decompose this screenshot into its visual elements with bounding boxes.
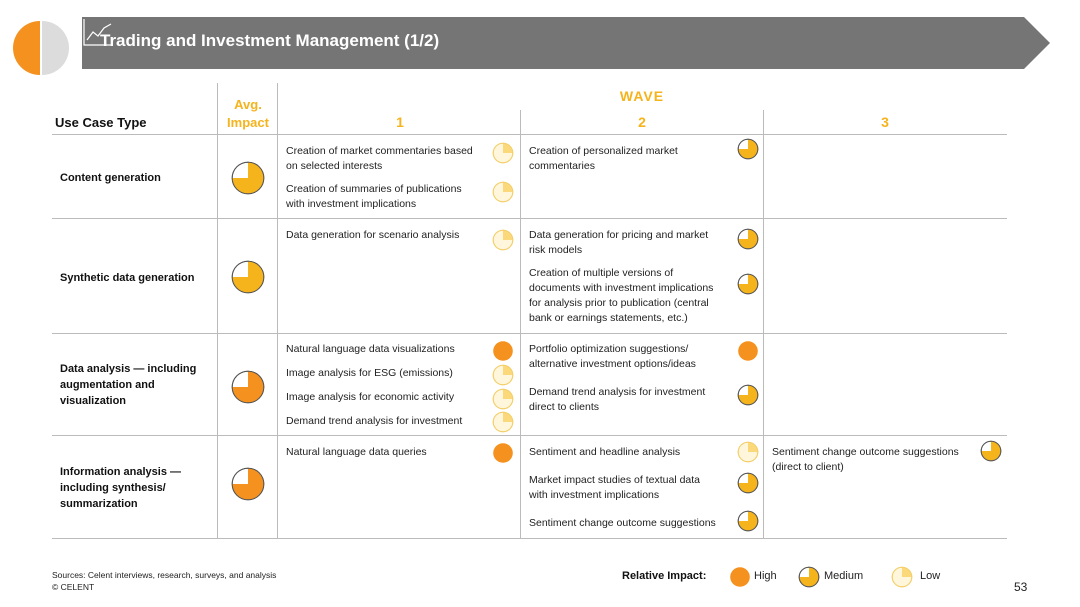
sources-note [52,569,276,593]
use-case-item [529,144,678,174]
item-text-line: (direct to client) [772,461,844,473]
impact-icon [737,384,759,406]
impact-icon [492,388,514,410]
grid-line [52,435,1007,436]
grid-line [763,110,764,538]
impact-icon [737,510,759,532]
row-label-line: including synthesis/ [60,482,166,494]
legend-high-icon [729,566,751,588]
impact-icon [492,411,514,433]
impact-icon [737,273,759,295]
use-case-item [286,182,462,212]
use-case-item [286,445,427,460]
use-case-item [529,266,713,326]
page-number: 53 [1014,580,1028,594]
item-text-line: Sentiment change outcome suggestions [529,517,716,529]
row-label-line: Information analysis — [60,466,182,478]
use-case-item [286,228,459,243]
item-text-line: on selected interests [286,160,383,172]
row-label-line: Synthetic data generation [60,272,195,284]
item-text-line: Sentiment and headline analysis [529,446,681,458]
grid-line [52,218,1007,219]
item-text-line: Image analysis for ESG (emissions) [286,367,453,379]
row-label-information-analysis [60,464,215,512]
item-text-line: Image analysis for economic activity [286,391,455,403]
grid-line [52,333,1007,334]
sources-text: Sources: Celent interviews, research, surveys, and analysis [52,570,277,580]
item-text-line: commentaries [529,160,595,172]
use-case-type-header: Use Case Type [55,115,147,130]
item-text-line: documents with investment implications [529,282,714,294]
avg-impact-pie-synthetic-data [231,260,265,294]
item-text-line: Creation of multiple versions of [529,267,674,279]
grid-line [52,538,1007,539]
item-text-line: Demand trend analysis for investment [286,415,463,427]
use-case-item [286,414,462,429]
item-text-line: Demand trend analysis for investment [529,386,706,398]
item-text-line: Portfolio optimization suggestions/ [529,343,689,355]
item-text-line: Data generation for scenario analysis [286,229,460,241]
item-text-line: Natural language data visualizations [286,343,455,355]
celent-logo [10,17,70,79]
item-text-line: with investment implications [529,489,660,501]
use-case-item [529,516,716,531]
use-case-item [529,385,705,415]
impact-icon [492,181,514,203]
use-case-item [529,473,700,503]
item-text-line: Natural language data queries [286,446,427,458]
use-case-item [286,390,454,405]
row-label-data-analysis [60,361,215,409]
use-case-item [529,228,708,258]
grid-line [52,134,1007,135]
legend-medium-label: Medium [824,570,864,582]
avg-header-line2: Impact [227,115,269,130]
use-case-item [772,445,959,475]
legend-title: Relative Impact: [622,570,707,582]
item-text-line: Creation of personalized market [529,145,678,157]
impact-icon [737,340,759,362]
item-text-line: with investment implications [286,198,417,210]
item-text-line: Sentiment change outcome suggestions [772,446,959,458]
item-text-line: alternative investment options/ideas [529,358,696,370]
page-title: Trading and Investment Management (1/2) [100,31,440,50]
avg-impact-header [218,96,278,132]
impact-icon [737,472,759,494]
grid-line [217,83,218,538]
row-label-synthetic-data [60,270,215,286]
wave-2-header: 2 [638,114,646,130]
impact-icon [737,138,759,160]
impact-icon [737,441,759,463]
item-text-line: Data generation for pricing and market [529,229,709,241]
legend-medium-icon [798,566,820,588]
row-label-line: Data analysis — including [60,363,197,375]
item-text-line: Creation of market commentaries based [286,145,473,157]
use-case-item [286,144,473,174]
title-banner [82,17,1050,69]
avg-impact-pie-data-analysis [231,370,265,404]
legend-high-label: High [754,570,777,582]
grid-line [520,110,521,538]
legend-low-label: Low [920,570,941,582]
impact-icon [492,340,514,362]
row-label-line: visualization [60,395,127,407]
impact-icon [492,442,514,464]
impact-icon [492,364,514,386]
impact-icon [492,142,514,164]
copyright-text: © CELENT [52,582,95,592]
row-label-content-generation [60,170,215,186]
use-case-item [529,342,696,372]
impact-icon [492,229,514,251]
grid-line [277,83,278,538]
impact-icon [980,440,1002,462]
row-label-line: augmentation and [60,379,155,391]
avg-impact-pie-information-analysis [231,467,265,501]
avg-impact-pie-content-generation [231,161,265,195]
wave-3-header: 3 [881,114,889,130]
line-chart-icon [82,17,114,47]
use-case-item [286,342,455,357]
impact-icon [737,228,759,250]
item-text-line: risk models [529,244,583,256]
row-label-line: Content generation [60,172,161,184]
avg-header-line1: Avg. [234,97,262,112]
row-label-line: summarization [60,498,138,510]
wave-1-header: 1 [396,114,404,130]
wave-header: WAVE [619,88,665,104]
legend-low-icon [891,566,913,588]
item-text-line: for analysis prior to publication (central [529,297,709,309]
item-text-line: Market impact studies of textual data [529,474,700,486]
item-text-line: bank or earnings statements, etc.) [529,312,688,324]
use-case-item [286,366,453,381]
use-case-item [529,445,680,460]
item-text-line: Creation of summaries of publications [286,183,462,195]
item-text-line: direct to clients [529,401,600,413]
